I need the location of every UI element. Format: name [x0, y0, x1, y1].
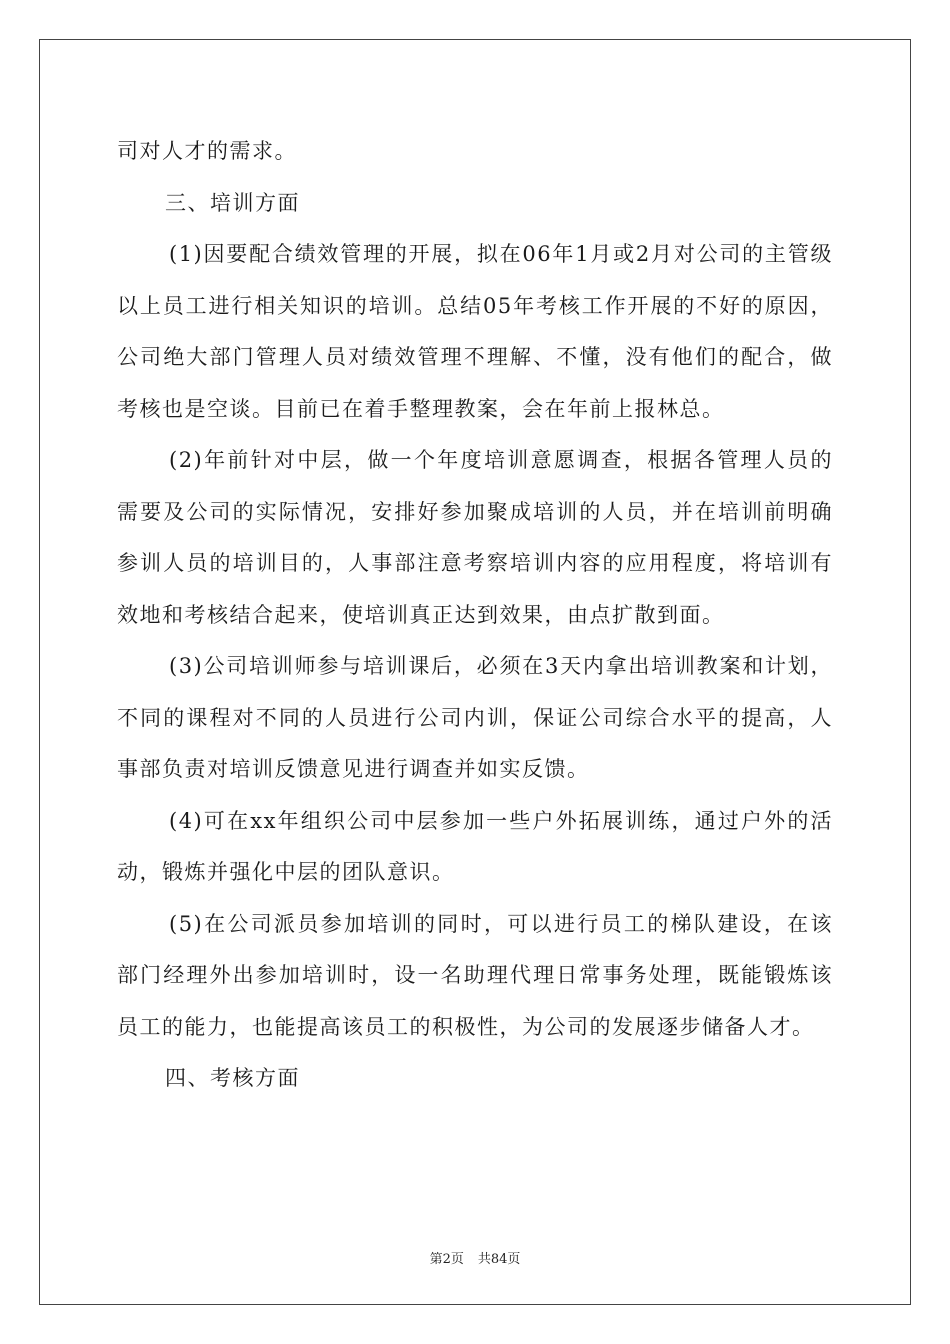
list-item-5: (5)在公司派员参加培训的同时，可以进行员工的梯队建设，在该部门经理外出参加培训时，设一名助理代理日常事务处理，既能锻炼该员工的能力，也能提高该员工的积极性，为公司的发展逐步储备人才。 — [117, 911, 833, 1039]
list-item-3: (3)公司培训师参与培训课后，必须在3天内拿出培训教案和计划，不同的课程对不同的人员进行公司内训，保证公司综合水平的提高，人事部负责对培训反馈意见进行调查并如实反馈。 — [117, 654, 833, 781]
document-body — [117, 126, 833, 1105]
page-number: 第2页 — [429, 1252, 464, 1267]
section-heading-training: 三、培训方面 — [165, 190, 300, 215]
page-total: 共84页 — [477, 1252, 521, 1267]
paragraph-continuation: 司对人才的需求。 — [117, 139, 297, 163]
page-footer — [0, 1248, 950, 1267]
list-item-4: (4)可在xx年组织公司中层参加一些户外拓展训练，通过户外的活动，锻炼并强化中层的团队意识。 — [117, 808, 833, 884]
list-item-1: (1)因要配合绩效管理的开展，拟在06年1月或2月对公司的主管级以上员工进行相关知识的培训。总结05年考核工作开展的不好的原因，公司绝大部门管理人员对绩效管理不理解、不懂，没有他们的配合，做考核也是空谈。目前已在着手整理教案，会在年前上报林总。 — [117, 242, 833, 421]
section-heading-assessment: 四、考核方面 — [165, 1066, 300, 1090]
list-item-2: (2)年前针对中层，做一个年度培训意愿调查，根据各管理人员的需要及公司的实际情况，安排好参加聚成培训的人员，并在培训前明确参训人员的培训目的，人事部注意考察培训内容的应用程度，将培训有效地和考核结合起来，使培训真正达到效果，由点扩散到面。 — [117, 448, 833, 627]
